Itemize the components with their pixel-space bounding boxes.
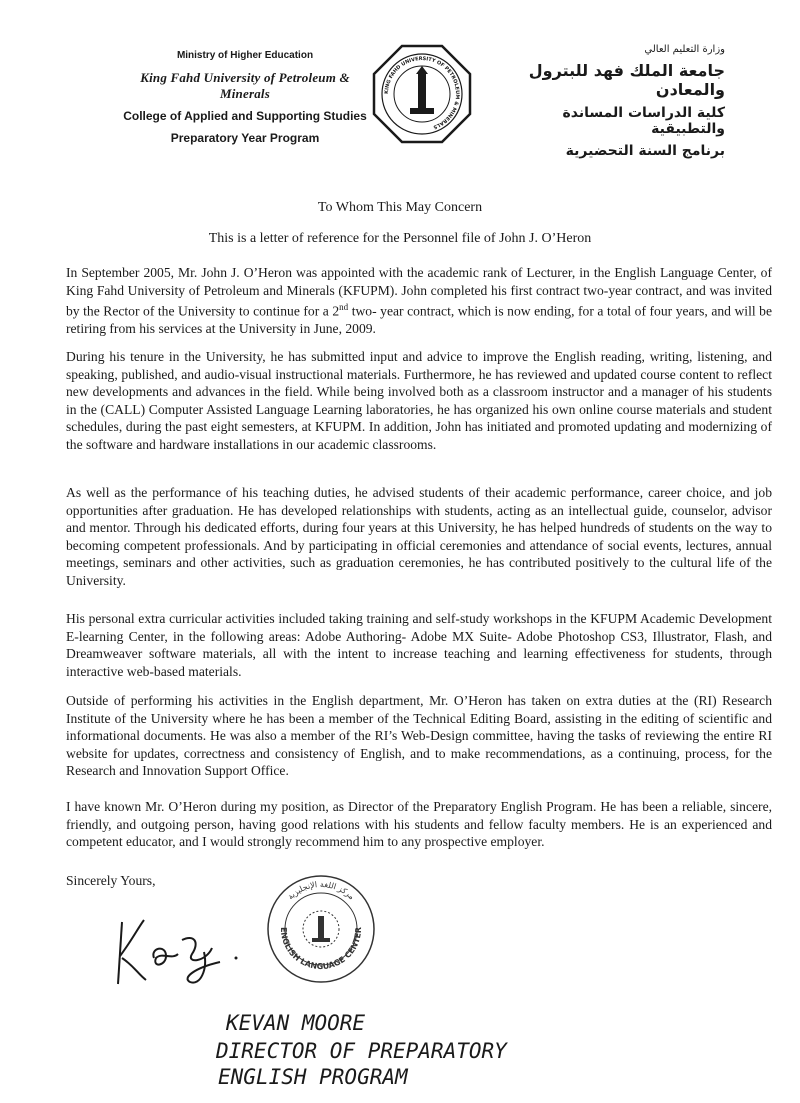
ordinal-suffix: nd <box>339 302 349 312</box>
ministry-name: Ministry of Higher Education <box>176 50 314 61</box>
paragraph-appointment <box>66 264 772 338</box>
letterhead-arabic <box>490 44 725 159</box>
paragraph-research-institute: Outside of performing his activities in the English department, Mr. O’Heron has taken on extra duties at the (RI) Research Institute of the University where he has been a member of the Technical Editing Board, assisting in the editing of scientific and informational documents. He was also a member of the RI’s Web-Design committee, having the tasks of reviewing the entire RI website for updates, correctness and consistency of English, and to make recommendations, as a continuing, process, for the Research and Innovation Support Office. <box>66 693 772 778</box>
signatory-name: KEVAN MOORE <box>226 1011 366 1035</box>
paragraph-appointment-text-a: In September 2005, Mr. John J. O’Heron was appointed with the academic rank of Lecturer, in the English Language Center, of King Fahd University of Petroleum and Minerals (KFUPM). John completed his first contract two-year contract, and was invited by the Rector of the University to continue for a 2 <box>66 265 772 319</box>
program-name-arabic: برنامج السنة التحضيرية <box>565 143 725 159</box>
signatory-title-line2: ENGLISH PROGRAM <box>218 1065 408 1089</box>
seal-text: KING FAHD UNIVERSITY OF PETROLEUM & MINERALS <box>383 55 461 130</box>
university-name: King Fahd University of Petroleum & Minerals <box>140 70 350 101</box>
english-language-center-stamp-icon <box>264 872 379 987</box>
paragraph-appointment-text-b: two- year contract, which is now ending, for a total of four years, and will be retiring from his services at the University in June, 2009. <box>66 303 772 337</box>
svg-text:مركز اللغة الإنجليزية <box>286 880 356 901</box>
college-name: College of Applied and Supporting Studies <box>123 109 367 123</box>
paragraph-extracurricular: His personal extra curricular activities included taking training and self-study workshops in the KFUPM Academic Development E-learning Center, in the following areas: Adobe Authoring- Adobe MX Suite- Adobe Photoshop CS3, Illustrator, Flash, and Dreamweaver software materials, all with the intent to increase teaching and learning effectiveness for students, through interactive web-based materials. <box>66 611 772 679</box>
ministry-name-arabic: وزارة التعليم العالي <box>644 44 725 55</box>
paragraph-tenure: During his tenure in the University, he has submitted input and advice to improve the English reading, writing, listening, and speaking, published, and audio-visual instructional materials. Furthermore, he has reviewed and updated course content to reflect new developments and advances in the field. While being involved both as a classroom instructor and a manager of his students in the (CALL) Computer Assisted Language Learning laboratories, he has organized his own online course materials and student schedules, during the past eight semesters, at KFUPM. In addition, John has initiated and promoted updating and modernizing of the software and hardware installations in our academic classrooms. <box>66 349 772 452</box>
stamp-text: ENGLISH LANGUAGE CENTER <box>278 926 364 972</box>
program-name: Preparatory Year Program <box>170 131 320 145</box>
letter-subject: This is a letter of reference for the Personnel file of John J. O’Heron <box>208 231 592 246</box>
letterhead-english <box>120 50 370 145</box>
kfupm-seal-icon <box>372 44 472 144</box>
university-name-arabic: جامعة الملك فهد للبترول والمعادن <box>528 61 725 99</box>
handwritten-signature-icon <box>108 912 258 992</box>
signatory-title-line1: DIRECTOR OF PREPARATORY <box>216 1039 507 1063</box>
handwritten-name-block <box>214 1000 634 1100</box>
closing-line: Sincerely Yours, <box>66 873 156 888</box>
paragraph-teaching-duties: As well as the performance of his teaching duties, he advised students of their academic performance, career choice, and job opportunities after graduation. He has developed relationships with students, acting as an intellectual guide, counselor, advisor and mentor. Through his dedicated efforts, during four years at this University, he has helped hundreds of students on the way to becoming competent professionals. And by participating in official ceremonies and attendance of social events, lectures, annual meetings, seminars and other activities, such as graduation ceremonies, he has contributed positively to the cultural life of the University. <box>66 485 772 588</box>
stamp-text-arabic: مركز اللغة الإنجليزية <box>285 879 357 902</box>
college-name-arabic: كلية الدراسات المساندة والتطبيقية <box>562 105 725 137</box>
letter-salutation: To Whom This May Concern <box>317 200 483 215</box>
paragraph-recommendation: I have known Mr. O’Heron during my position, as Director of the Preparatory English Program. He has been a reliable, sincere, friendly, and outgoing person, having good relations with his students and fellow faculty members. He is an experienced and competent educator, and I would strongly recommend him to any prospective employer. <box>66 799 772 849</box>
